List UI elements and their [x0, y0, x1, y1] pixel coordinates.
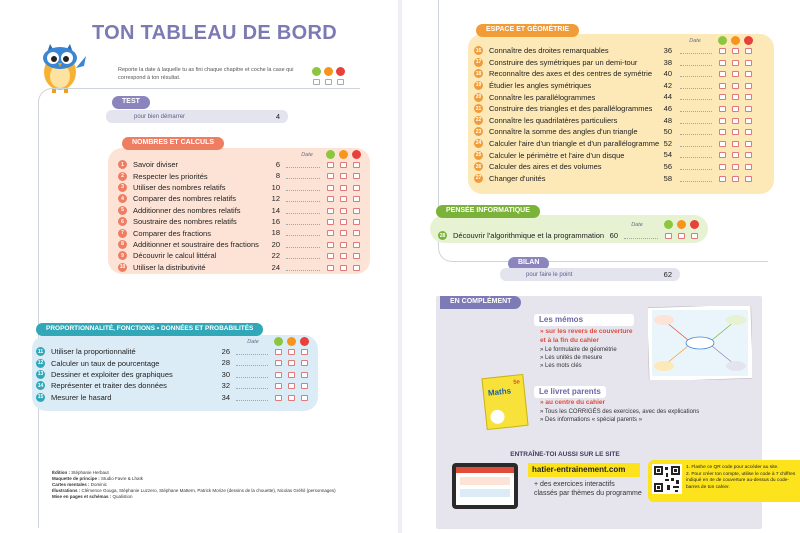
chapter-page: 48 — [663, 115, 672, 125]
proportion-tag: PROPORTIONNALITÉ, FONCTIONS • DONNÉES ET PROBABILITÉS — [36, 323, 263, 336]
chapter-page: 42 — [663, 80, 672, 90]
date-field[interactable] — [680, 116, 712, 124]
result-checkbox[interactable] — [719, 83, 726, 89]
happy-face-icon — [274, 337, 283, 346]
sad-face-icon — [352, 150, 361, 159]
chapter-label: Utiliser la distributivité — [133, 262, 206, 272]
page-spine — [398, 0, 402, 533]
legend-checkbox — [325, 79, 332, 85]
qr-code-icon[interactable] — [652, 464, 682, 494]
chapter-page: 50 — [663, 127, 672, 137]
chapter-number: 17 — [475, 59, 482, 66]
chapter-label: Soustraire des nombres relatifs — [133, 217, 237, 227]
result-checkbox[interactable] — [275, 395, 282, 401]
result-checkbox[interactable] — [353, 230, 360, 236]
chapter-number: 15 — [37, 394, 44, 401]
date-field[interactable] — [236, 347, 268, 355]
chapter-number: 24 — [475, 140, 482, 147]
date-field[interactable] — [286, 217, 320, 225]
result-checkbox[interactable] — [353, 265, 360, 271]
qr-instructions — [686, 465, 796, 491]
date-label: Date — [247, 339, 259, 345]
date-field[interactable] — [286, 206, 320, 214]
chapter-number: 11 — [37, 348, 44, 355]
chapter-page: 26 — [221, 347, 230, 356]
chapter-number: 5 — [118, 206, 127, 215]
date-field[interactable] — [286, 183, 320, 191]
chapter-number: 18 — [475, 70, 482, 77]
memos-title: Les mémos — [534, 314, 634, 326]
result-checkbox[interactable] — [288, 372, 295, 378]
chapter-page: 20 — [271, 239, 280, 249]
parents-booklet-image — [481, 374, 528, 430]
chapter-number: 14 — [37, 382, 44, 389]
memos-item: » Les mots clés — [540, 363, 582, 369]
chapter-label: Calculer des aires et des volumes — [489, 162, 602, 172]
list-item — [474, 57, 637, 68]
list-item — [474, 149, 624, 160]
list-item — [36, 346, 136, 357]
result-checkbox[interactable] — [353, 208, 360, 214]
intro-text: Reporte la date à laquelle tu as fini chaque chapitre et coche la case qui correspond à ton résultat. — [118, 67, 294, 81]
date-field[interactable] — [680, 150, 712, 158]
result-checkbox[interactable] — [288, 349, 295, 355]
result-checkbox[interactable] — [719, 141, 726, 147]
chapter-page: 14 — [271, 205, 280, 215]
result-checkbox[interactable] — [353, 185, 360, 191]
result-checkbox[interactable] — [301, 349, 308, 355]
result-checkbox[interactable] — [719, 94, 726, 100]
credit-line: Maquette de principe : Studio Favre & Lhaïk — [52, 476, 144, 481]
result-checkbox[interactable] — [353, 196, 360, 202]
chapter-page: 6 — [275, 160, 280, 169]
list-item — [474, 161, 602, 172]
list-item — [36, 357, 159, 368]
result-checkbox[interactable] — [327, 265, 334, 271]
date-field[interactable] — [680, 69, 712, 77]
chapter-page: 52 — [663, 138, 672, 148]
list-item — [474, 115, 617, 126]
result-checkbox[interactable] — [745, 83, 752, 89]
result-checkbox[interactable] — [353, 253, 360, 259]
chapter-number: 3 — [118, 183, 127, 192]
result-checkbox[interactable] — [665, 233, 672, 239]
complement-tag: EN COMPLÉMENT — [440, 296, 521, 309]
result-checkbox[interactable] — [745, 71, 752, 77]
chapter-page: 30 — [221, 369, 230, 379]
chapter-page: 58 — [663, 173, 672, 183]
chapter-number: 1 — [118, 160, 127, 169]
chapter-page: 46 — [663, 104, 672, 113]
site-url[interactable]: hatier-entrainement.com — [528, 463, 640, 477]
bilan-label: pour faire le point — [526, 271, 573, 278]
result-checkbox[interactable] — [719, 106, 726, 112]
date-field[interactable] — [680, 174, 712, 182]
result-checkbox[interactable] — [301, 360, 308, 366]
memos-lead: » sur les revers de couverture — [540, 328, 633, 335]
chapter-label: Changer d'unités — [489, 173, 546, 183]
list-item — [474, 126, 638, 137]
neutral-face-icon — [731, 36, 740, 45]
chapter-label: Construire des symétriques par un demi-tour — [489, 57, 638, 67]
list-item — [474, 103, 652, 114]
tablet-image — [452, 463, 518, 509]
chapter-page: 38 — [663, 57, 672, 67]
date-field[interactable] — [236, 358, 268, 366]
chapter-number: 12 — [37, 360, 44, 367]
date-field[interactable] — [236, 370, 268, 378]
list-item — [118, 227, 211, 238]
chapter-number: 4 — [118, 194, 127, 203]
neutral-face-icon — [677, 220, 686, 229]
result-checkbox[interactable] — [732, 164, 739, 170]
chapter-number: 19 — [475, 82, 482, 89]
result-checkbox[interactable] — [745, 176, 752, 182]
booklet-grade: 5e — [513, 379, 521, 387]
result-checkbox[interactable] — [340, 230, 347, 236]
chapter-number: 23 — [475, 128, 482, 135]
date-field[interactable] — [680, 81, 712, 89]
result-checkbox[interactable] — [340, 185, 347, 191]
chapter-number: 2 — [118, 172, 127, 181]
chapter-label: Connaître les parallélogrammes — [489, 92, 596, 102]
result-checkbox[interactable] — [732, 48, 739, 54]
result-checkbox[interactable] — [745, 60, 752, 66]
chapter-label: Construire des triangles et des parallélogrammes — [489, 104, 653, 114]
result-checkbox[interactable] — [327, 185, 334, 191]
result-checkbox[interactable] — [288, 395, 295, 401]
chapter-number: 7 — [118, 229, 127, 238]
credit-line: Édition : Stéphanie Herbaut — [52, 470, 109, 475]
chapter-page: 60 — [609, 231, 618, 240]
site-text: + des exercices interactifs — [534, 481, 615, 488]
date-field[interactable] — [680, 92, 712, 100]
espace-tag: ESPACE ET GÉOMÉTRIE — [476, 24, 579, 37]
chapter-label: Mesurer le hasard — [51, 392, 112, 402]
chapter-page: 56 — [663, 162, 672, 171]
chapter-label: Comparer des fractions — [133, 228, 211, 238]
result-checkbox[interactable] — [340, 162, 347, 168]
pensee-tag: PENSÉE INFORMATIQUE — [436, 205, 540, 218]
list-item — [474, 45, 609, 56]
chapter-number: 8 — [118, 240, 127, 249]
neutral-face-icon — [324, 67, 333, 76]
chapter-label: Dessiner et exploiter des graphiques — [51, 369, 173, 379]
result-checkbox[interactable] — [732, 94, 739, 100]
chapter-label: Connaître des droites remarquables — [489, 46, 609, 56]
chapter-label: Additionner des nombres relatifs — [133, 205, 241, 215]
happy-face-icon — [312, 67, 321, 76]
chapter-page: 34 — [221, 392, 230, 402]
result-checkbox[interactable] — [732, 152, 739, 158]
result-checkbox[interactable] — [745, 141, 752, 147]
result-checkbox[interactable] — [301, 383, 308, 389]
result-checkbox[interactable] — [719, 129, 726, 135]
date-field[interactable] — [286, 263, 320, 271]
date-field[interactable] — [286, 171, 320, 179]
date-field[interactable] — [286, 160, 320, 168]
qr-step: 2. Pour créer ton compte, utilise le code à 7 chiffres indiqué en 4e de couverture au-dessus du code-barres de ton cahier. — [686, 471, 796, 490]
memos-lead: et à la fin du cahier — [540, 337, 599, 344]
result-checkbox[interactable] — [745, 48, 752, 54]
qr-step: 1. Flashe ce QR code pour accéder au site. — [686, 465, 779, 470]
result-checkbox[interactable] — [275, 383, 282, 389]
chapter-number: 6 — [118, 217, 127, 226]
result-checkbox[interactable] — [340, 196, 347, 202]
result-checkbox[interactable] — [275, 360, 282, 366]
result-checkbox[interactable] — [745, 164, 752, 170]
chapter-number: 27 — [475, 175, 482, 182]
result-checkbox[interactable] — [327, 196, 334, 202]
chapter-label: Comparer des nombres relatifs — [133, 194, 236, 204]
result-checkbox[interactable] — [678, 233, 685, 239]
date-field[interactable] — [680, 162, 712, 170]
result-checkbox[interactable] — [327, 162, 334, 168]
result-checkbox[interactable] — [353, 173, 360, 179]
livret-title: Le livret parents — [534, 386, 606, 398]
result-checkbox[interactable] — [288, 360, 295, 366]
list-item — [474, 80, 591, 91]
chapter-number: 28 — [439, 232, 446, 239]
chapter-page: 54 — [663, 150, 672, 160]
chapter-page: 44 — [663, 92, 672, 102]
chapter-page: 10 — [271, 182, 280, 192]
chapter-number: 25 — [475, 152, 482, 159]
result-checkbox[interactable] — [719, 48, 726, 54]
date-field[interactable] — [624, 231, 658, 239]
result-checkbox[interactable] — [732, 60, 739, 66]
neutral-face-icon — [287, 337, 296, 346]
list-item — [118, 216, 237, 227]
list-item — [118, 193, 236, 204]
result-checkbox[interactable] — [301, 395, 308, 401]
credit-line: Cartes mentales : Dominic — [52, 482, 108, 487]
date-field[interactable] — [680, 139, 712, 147]
result-checkbox[interactable] — [327, 230, 334, 236]
list-item — [118, 262, 206, 273]
credits — [52, 470, 372, 500]
date-field[interactable] — [680, 127, 712, 135]
chapter-label: Calculer le périmètre et l'aire d'un disque — [489, 150, 625, 160]
result-checkbox[interactable] — [327, 219, 334, 225]
list-item — [118, 205, 241, 216]
chapter-number: 26 — [475, 163, 482, 170]
result-checkbox[interactable] — [353, 242, 360, 248]
list-item — [118, 182, 226, 193]
livret-lead: » au centre du cahier — [540, 399, 606, 406]
sad-face-icon — [300, 337, 309, 346]
result-checkbox[interactable] — [340, 253, 347, 259]
chapter-number: 9 — [118, 251, 127, 260]
chapter-label: Respecter les priorités — [133, 171, 208, 181]
memos-list — [540, 346, 617, 370]
chapter-label: Découvrir le calcul littéral — [133, 251, 217, 261]
chapter-page: 8 — [275, 171, 280, 181]
date-label: Date — [301, 152, 313, 158]
test-tag: TEST — [112, 96, 150, 109]
mind-map-thumbnail — [648, 306, 752, 380]
result-checkbox[interactable] — [275, 372, 282, 378]
legend-checkbox — [337, 79, 344, 85]
result-checkbox[interactable] — [745, 118, 752, 124]
chapter-number: 10 — [119, 264, 126, 271]
result-checkbox[interactable] — [353, 219, 360, 225]
happy-face-icon — [664, 220, 673, 229]
chapter-page: 28 — [221, 358, 230, 368]
chapter-page: 22 — [271, 251, 280, 261]
chapter-number: 16 — [475, 47, 482, 54]
chapter-label: Calculer un taux de pourcentage — [51, 358, 160, 368]
chapter-label: Calculer l'aire d'un triangle et d'un parallélogramme — [489, 138, 660, 148]
test-label: pour bien démarrer — [134, 113, 186, 120]
chapter-page: 40 — [663, 69, 672, 79]
result-checkbox[interactable] — [340, 173, 347, 179]
chapter-page: 32 — [221, 381, 230, 391]
list-item — [36, 392, 111, 403]
chapter-label: Connaître la somme des angles d'un triangle — [489, 127, 638, 137]
memos-item: » Les unités de mesure — [540, 355, 603, 361]
result-checkbox[interactable] — [275, 349, 282, 355]
chapter-number: 22 — [475, 117, 482, 124]
date-field[interactable] — [286, 240, 320, 248]
result-checkbox[interactable] — [732, 71, 739, 77]
credit-line: Illustrations : Clémence Gouga, Stéphanie Luzzero, Stéphane Mattern, Patrick Morize (dessins de la chouette), Nicolas Gréhil (personnages) — [52, 488, 336, 493]
sad-face-icon — [690, 220, 699, 229]
result-checkbox[interactable] — [745, 106, 752, 112]
result-checkbox[interactable] — [719, 152, 726, 158]
chapter-page: 16 — [271, 217, 280, 226]
chapter-number: 13 — [37, 371, 44, 378]
chapter-label: Connaître les quadrilatères particuliers — [489, 115, 618, 125]
livret-item: » Des informations « spécial parents » — [540, 417, 643, 423]
owl-mascot-icon — [36, 38, 88, 94]
result-checkbox[interactable] — [745, 152, 752, 158]
legend-checkbox — [313, 79, 320, 85]
memos-item: » Le formulaire de géométrie — [540, 347, 617, 353]
site-text: classés par thèmes du programme — [534, 490, 642, 497]
neutral-face-icon — [339, 150, 348, 159]
chapter-label: Étudier les angles symétriques — [489, 80, 592, 90]
result-checkbox[interactable] — [732, 141, 739, 147]
list-item — [474, 138, 659, 149]
result-checkbox[interactable] — [719, 164, 726, 170]
happy-face-icon — [718, 36, 727, 45]
result-checkbox[interactable] — [732, 176, 739, 182]
result-checkbox[interactable] — [327, 208, 334, 214]
result-checkbox[interactable] — [340, 242, 347, 248]
chapter-number: 20 — [475, 94, 482, 101]
result-checkbox[interactable] — [745, 129, 752, 135]
site-title: ENTRAÎNE-TOI AUSSI SUR LE SITE — [510, 451, 620, 458]
bilan-page: 62 — [663, 270, 672, 279]
chapter-page: 24 — [271, 262, 280, 272]
result-checkbox[interactable] — [301, 372, 308, 378]
date-field[interactable] — [236, 393, 268, 401]
page-title: TON TABLEAU DE BORD — [92, 22, 337, 44]
result-checkbox[interactable] — [327, 173, 334, 179]
result-checkbox[interactable] — [327, 253, 334, 259]
date-field[interactable] — [236, 381, 268, 389]
result-checkbox[interactable] — [732, 83, 739, 89]
list-item — [36, 380, 167, 391]
date-field[interactable] — [286, 228, 320, 236]
result-checkbox[interactable] — [732, 118, 739, 124]
result-checkbox[interactable] — [719, 176, 726, 182]
result-checkbox[interactable] — [719, 118, 726, 124]
result-checkbox[interactable] — [327, 242, 334, 248]
date-field[interactable] — [680, 104, 712, 112]
bilan-row — [500, 268, 680, 281]
sad-face-icon — [336, 67, 345, 76]
date-field[interactable] — [680, 46, 712, 54]
bilan-tag: BILAN — [508, 257, 549, 270]
chapter-label: Utiliser des nombres relatifs — [133, 182, 226, 192]
chapter-label: Additionner et soustraire des fractions — [133, 239, 259, 249]
list-item — [118, 159, 178, 170]
list-item — [438, 230, 604, 241]
date-field[interactable] — [286, 194, 320, 202]
result-checkbox[interactable] — [340, 219, 347, 225]
nombres-tag: NOMBRES ET CALCULS — [122, 137, 224, 150]
list-item — [118, 250, 216, 261]
date-field[interactable] — [680, 58, 712, 66]
result-checkbox[interactable] — [719, 60, 726, 66]
chapter-label: Reconnaître des axes et des centres de symétrie — [489, 69, 653, 79]
chapter-number: 21 — [475, 105, 482, 112]
happy-face-icon — [326, 150, 335, 159]
livret-item: » Tous les CORRIGÉS des exercices, avec des explications — [540, 409, 700, 415]
date-field[interactable] — [286, 251, 320, 259]
result-checkbox[interactable] — [340, 265, 347, 271]
result-checkbox[interactable] — [719, 71, 726, 77]
list-item — [118, 170, 208, 181]
booklet-label: Maths — [487, 386, 512, 398]
credit-line: Mise en pages et schémas : Qualistion — [52, 494, 133, 499]
chapter-page: 18 — [271, 228, 280, 238]
date-label: Date — [689, 38, 701, 44]
sad-face-icon — [744, 36, 753, 45]
result-checkbox[interactable] — [745, 94, 752, 100]
result-checkbox[interactable] — [732, 129, 739, 135]
chapter-page: 36 — [663, 46, 672, 55]
result-checkbox[interactable] — [340, 208, 347, 214]
test-page: 4 — [275, 112, 280, 121]
chapter-label: Représenter et traiter des données — [51, 381, 167, 391]
list-item — [36, 369, 173, 380]
test-row — [106, 110, 288, 123]
chapter-label: Utiliser la proportionnalité — [51, 347, 136, 357]
chapter-label: Découvrir l'algorithmique et la programmation — [453, 231, 605, 241]
livret-list — [540, 408, 699, 424]
list-item — [118, 239, 259, 250]
list-item — [474, 91, 595, 102]
chapter-page: 12 — [271, 194, 280, 204]
result-checkbox[interactable] — [732, 106, 739, 112]
list-item — [474, 173, 545, 184]
list-item — [474, 68, 652, 79]
chapter-label: Savoir diviser — [133, 160, 179, 170]
result-checkbox[interactable] — [353, 162, 360, 168]
result-checkbox[interactable] — [691, 233, 698, 239]
date-label: Date — [631, 222, 643, 228]
result-checkbox[interactable] — [288, 383, 295, 389]
